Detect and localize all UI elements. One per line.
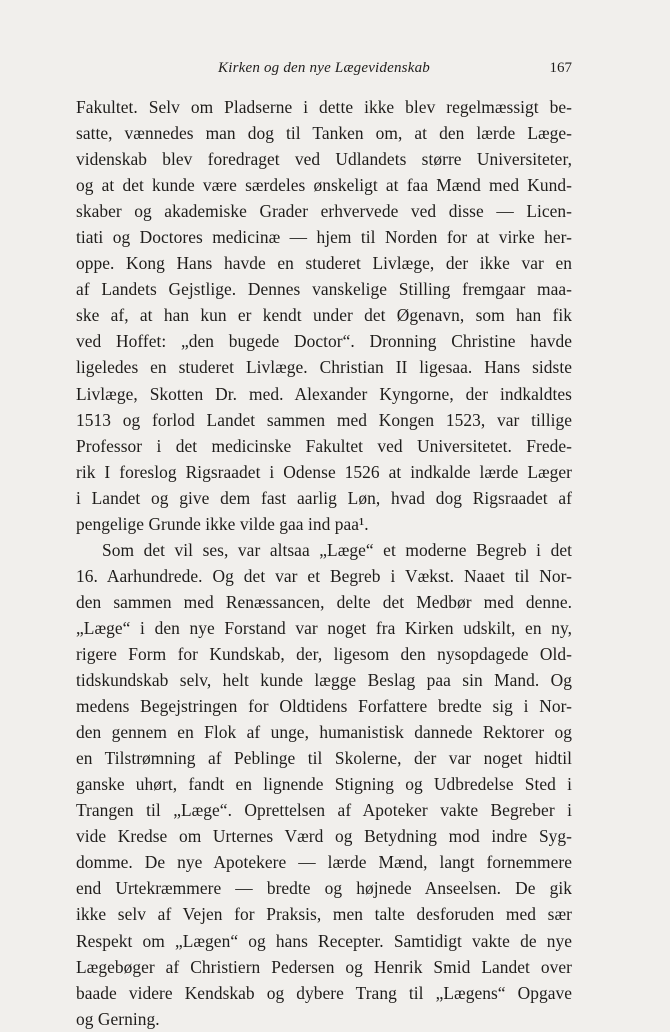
text-line: oppe. Kong Hans havde en studeret Livlæge, der ikke var en xyxy=(76,253,572,274)
text-line: den gennem en Flok af unge, humanistisk dannede Rektorer og xyxy=(76,722,572,743)
text-line: end Urtekræmmere — bredte og højnede Anseelsen. De gik xyxy=(76,878,572,899)
running-head xyxy=(76,60,572,84)
text-line: rigere Form for Kundskab, der, ligesom den nysopdagede Old- xyxy=(76,643,572,664)
page-number: 167 xyxy=(549,60,572,76)
text-line: pengelige Grunde ikke vilde gaa ind paa¹. xyxy=(76,513,369,534)
text-line: Respekt om „Lægen“ og hans Recepter. Samtidigt vakte de nye xyxy=(76,930,572,951)
text-line: og Gerning. xyxy=(76,1008,160,1029)
text-line: af Landets Gejstlige. Dennes vanskelige Stilling fremgaar maa- xyxy=(76,279,572,300)
text-line: „Læge“ i den nye Forstand var noget fra Kirken udskilt, en ny, xyxy=(76,617,572,638)
body-text xyxy=(76,94,572,1032)
text-line: og at det kunde være særdeles ønskeligt at faa Mænd med Kund- xyxy=(76,175,572,196)
text-line: Livlæge, Skotten Dr. med. Alexander Kyngorne, der indkaldtes xyxy=(76,383,572,404)
text-line: den sammen med Renæssancen, delte det Medbør med denne. xyxy=(76,591,572,612)
text-line: rik I foreslog Rigsraadet i Odense 1526 at indkalde lærde Læger xyxy=(76,461,572,482)
text-line: skaber og akademiske Grader erhvervede ved disse — Licen- xyxy=(76,201,572,222)
text-line: 1513 og forlod Landet sammen med Kongen 1523, var tillige xyxy=(76,409,572,430)
text-line: medens Begejstringen for Oldtidens Forfattere bredte sig i Nor- xyxy=(76,696,572,717)
text-line: ved Hoffet: „den bugede Doctor“. Dronning Christine havde xyxy=(76,331,572,352)
text-line: Lægebøger af Christiern Pedersen og Henrik Smid Landet over xyxy=(76,956,572,977)
text-line: Professor i det medicinske Fakultet ved Universitetet. Frede- xyxy=(76,435,572,456)
text-line: tidskundskab selv, helt kunde lægge Beslag paa sin Mand. Og xyxy=(76,670,572,691)
text-line: ligeledes en studeret Livlæge. Christian II ligesaa. Hans sidste xyxy=(76,357,572,378)
text-line: videnskab blev foredraget ved Udlandets større Universiteter, xyxy=(76,149,572,170)
text-line: ikke selv af Vejen for Praksis, men talte desforuden med sær xyxy=(76,904,572,925)
text-line: i Landet og give dem fast aarlig Løn, hvad dog Rigsraadet af xyxy=(76,487,572,508)
text-line: tiati og Doctores medicinæ — hjem til Norden for at virke her- xyxy=(76,227,572,248)
text-line: vide Kredse om Urternes Værd og Betydning mod indre Syg- xyxy=(76,826,572,847)
running-title: Kirken og den nye Lægevidenskab xyxy=(218,60,430,76)
text-line: Trangen til „Læge“. Oprettelsen af Apoteker vakte Begreber i xyxy=(76,800,572,821)
text-line: Fakultet. Selv om Pladserne i dette ikke blev regelmæssigt be- xyxy=(76,97,572,117)
text-line: en Tilstrømning af Peblinge til Skolerne, der var noget hidtil xyxy=(76,748,572,769)
text-line: satte, vænnedes man dog til Tanken om, at den lærde Læge- xyxy=(76,123,572,144)
text-line: Som det vil ses, var altsaa „Læge“ et moderne Begreb i det xyxy=(102,539,572,560)
text-line: domme. De nye Apotekere — lærde Mænd, langt fornemmere xyxy=(76,852,572,873)
text-line: ganske uhørt, fandt en lignende Stigning og Udbredelse Sted i xyxy=(76,774,572,795)
text-line: ske af, at han kun er kendt under det Øgenavn, som han fik xyxy=(76,305,572,326)
text-line: 16. Aarhundrede. Og det var et Begreb i Vækst. Naaet til Nor- xyxy=(76,565,572,586)
text-line: baade videre Kendskab og dybere Trang til „Lægens“ Opgave xyxy=(76,982,572,1003)
